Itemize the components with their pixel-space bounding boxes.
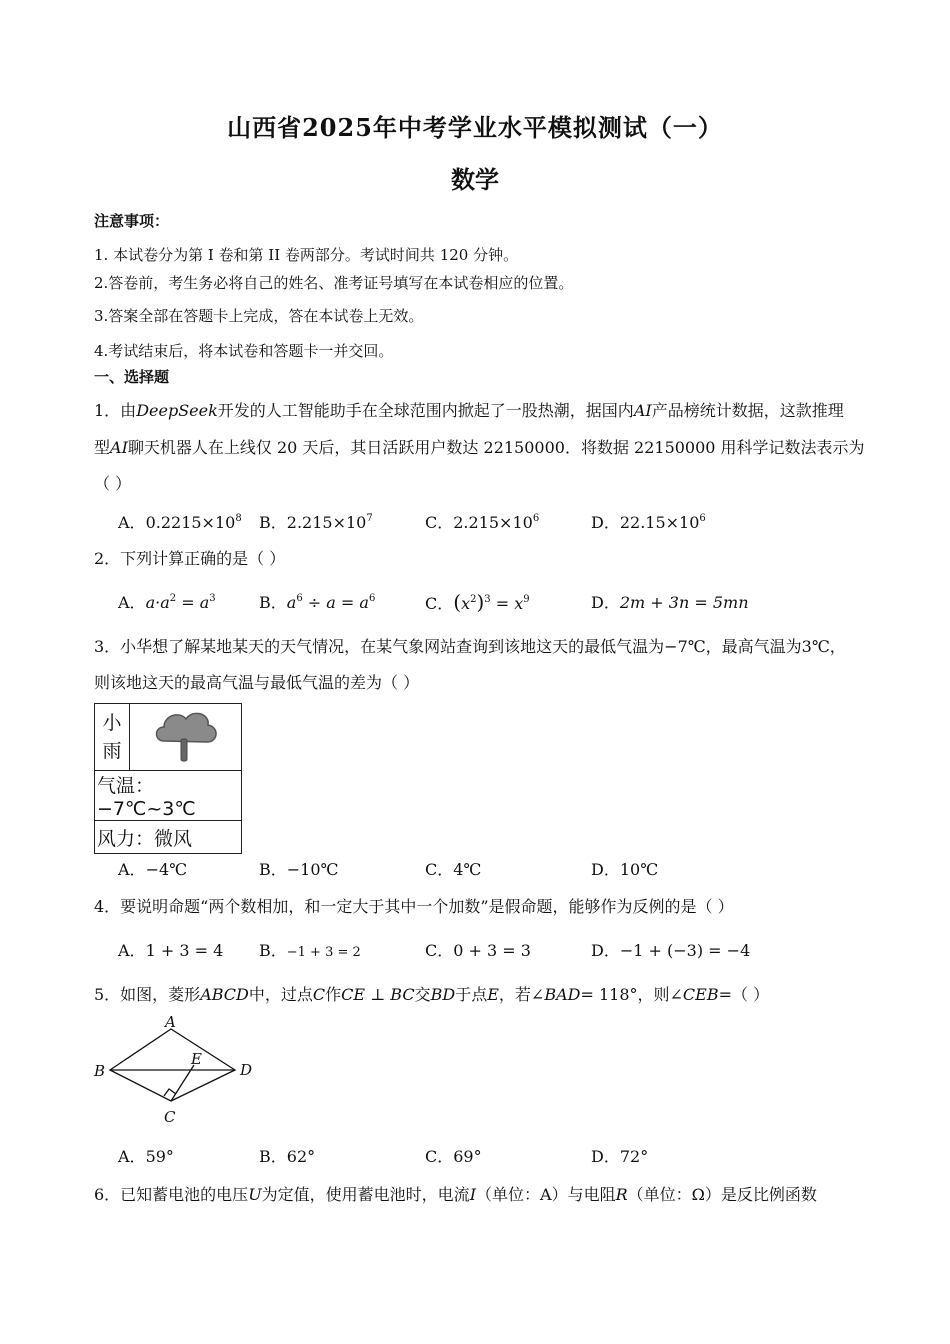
note-item-4: 4.考试结束后，将本试卷和答题卡一并交回。: [94, 342, 394, 360]
q5-stem: 5．如图，菱形ABCD中，过点C作CE ⊥ BC交BD于点E，若∠BAD= 118°，则∠CEB=（ ）: [94, 985, 770, 1004]
label-c: C: [164, 1108, 176, 1126]
q1-line-3: （ ）: [94, 474, 132, 493]
q4-option-b[interactable]: B．−1 + 3 = 2: [259, 941, 361, 960]
q1-option-c[interactable]: C．$2.215\times 10^6$: [425, 513, 540, 532]
q3-line-1: 3．小华想了解某地某天的天气情况，在某气象网站查询到该地这天的最低气温为−7℃，最高气温为3℃，: [94, 637, 846, 656]
q2-option-b[interactable]: B．$a^6 \div a = a^6$: [259, 593, 376, 612]
q2-stem: 2．下列计算正确的是（ ）: [94, 549, 286, 568]
q4-stem: 4．要说明命题“两个数相加，和一定大于其中一个加数”是假命题，能够作为反例的是（ ）: [94, 897, 734, 916]
q3-option-a[interactable]: A．−4℃: [118, 860, 188, 879]
label-e: E: [191, 1050, 202, 1068]
q3-option-c[interactable]: C．4℃: [425, 860, 482, 879]
q4-option-a[interactable]: A．1 + 3 = 4: [118, 941, 224, 960]
q1-option-a[interactable]: A．$0.2215\times 10^8$: [118, 513, 242, 532]
q1-option-d[interactable]: D．$22.15\times 10^6$: [591, 513, 706, 532]
q3-option-d[interactable]: D．10℃: [591, 860, 659, 879]
rhombus-outline: [110, 1029, 235, 1101]
q4-option-c[interactable]: C．0 + 3 = 3: [425, 941, 531, 960]
label-b: B: [94, 1062, 106, 1080]
weather-wind: 风力：微风: [95, 821, 242, 854]
q5-option-b[interactable]: B．62°: [259, 1147, 316, 1166]
q5-option-a[interactable]: A．59°: [118, 1147, 174, 1166]
rain-cloud-icon: [150, 705, 222, 765]
note-item-1: 1. 本试卷分为第 I 卷和第 II 卷两部分。考试时间共 120 分钟。: [94, 246, 519, 264]
q5-option-c[interactable]: C．69°: [425, 1147, 482, 1166]
q2-option-c[interactable]: C．$(x^2)^3 = x^9$: [425, 590, 530, 614]
q1-option-b[interactable]: B．$2.215\times 10^7$: [259, 513, 373, 532]
weather-temperature: 气温：−7℃~3℃: [95, 771, 242, 821]
q5-option-d[interactable]: D．72°: [591, 1147, 649, 1166]
section-heading: 一、选择题: [94, 368, 170, 386]
weather-label: 小 雨: [95, 704, 130, 771]
page-title: 山西省2025年中考学业水平模拟测试（一）: [227, 113, 723, 142]
q1-line-1: 1．由DeepSeek开发的人工智能助手在全球范围内掀起了一股热潮，据国内AI产品榜统计数据，这款推理: [94, 401, 844, 420]
page-subtitle: 数学: [451, 165, 499, 194]
note-item-3: 3.答案全部在答题卡上完成，答在本试卷上无效。: [94, 307, 424, 325]
q3-line-2: 则该地这天的最高气温与最低气温的差为（ ）: [94, 673, 420, 692]
weather-cloud-cell: [130, 704, 242, 771]
q3-option-b[interactable]: B．−10℃: [259, 860, 339, 879]
rhombus-figure: [90, 1012, 260, 1128]
label-d: D: [240, 1061, 253, 1079]
notes-heading: 注意事项：: [94, 212, 170, 230]
weather-table: [94, 703, 242, 854]
note-item-2: 2.答卷前，考生务必将自己的姓名、准考证号填写在本试卷相应的位置。: [94, 274, 574, 292]
q4-option-d[interactable]: D．−1 + (−3) = −4: [591, 941, 751, 960]
q2-option-d[interactable]: D．2m + 3n = 5mn: [591, 593, 749, 612]
label-a: A: [165, 1013, 176, 1031]
q1-line-2: 型AI聊天机器人在上线仅 20 天后，其日活跃用户数达 22150000．将数据 22150000 用科学记数法表示为: [94, 438, 865, 457]
q2-option-a[interactable]: A．$a\cdot a^2 = a^3$: [118, 593, 216, 612]
q6-stem: 6．已知蓄电池的电压U为定值，使用蓄电池时，电流I（单位：A）与电阻R（单位：Ω）是反比例函数: [94, 1185, 817, 1204]
